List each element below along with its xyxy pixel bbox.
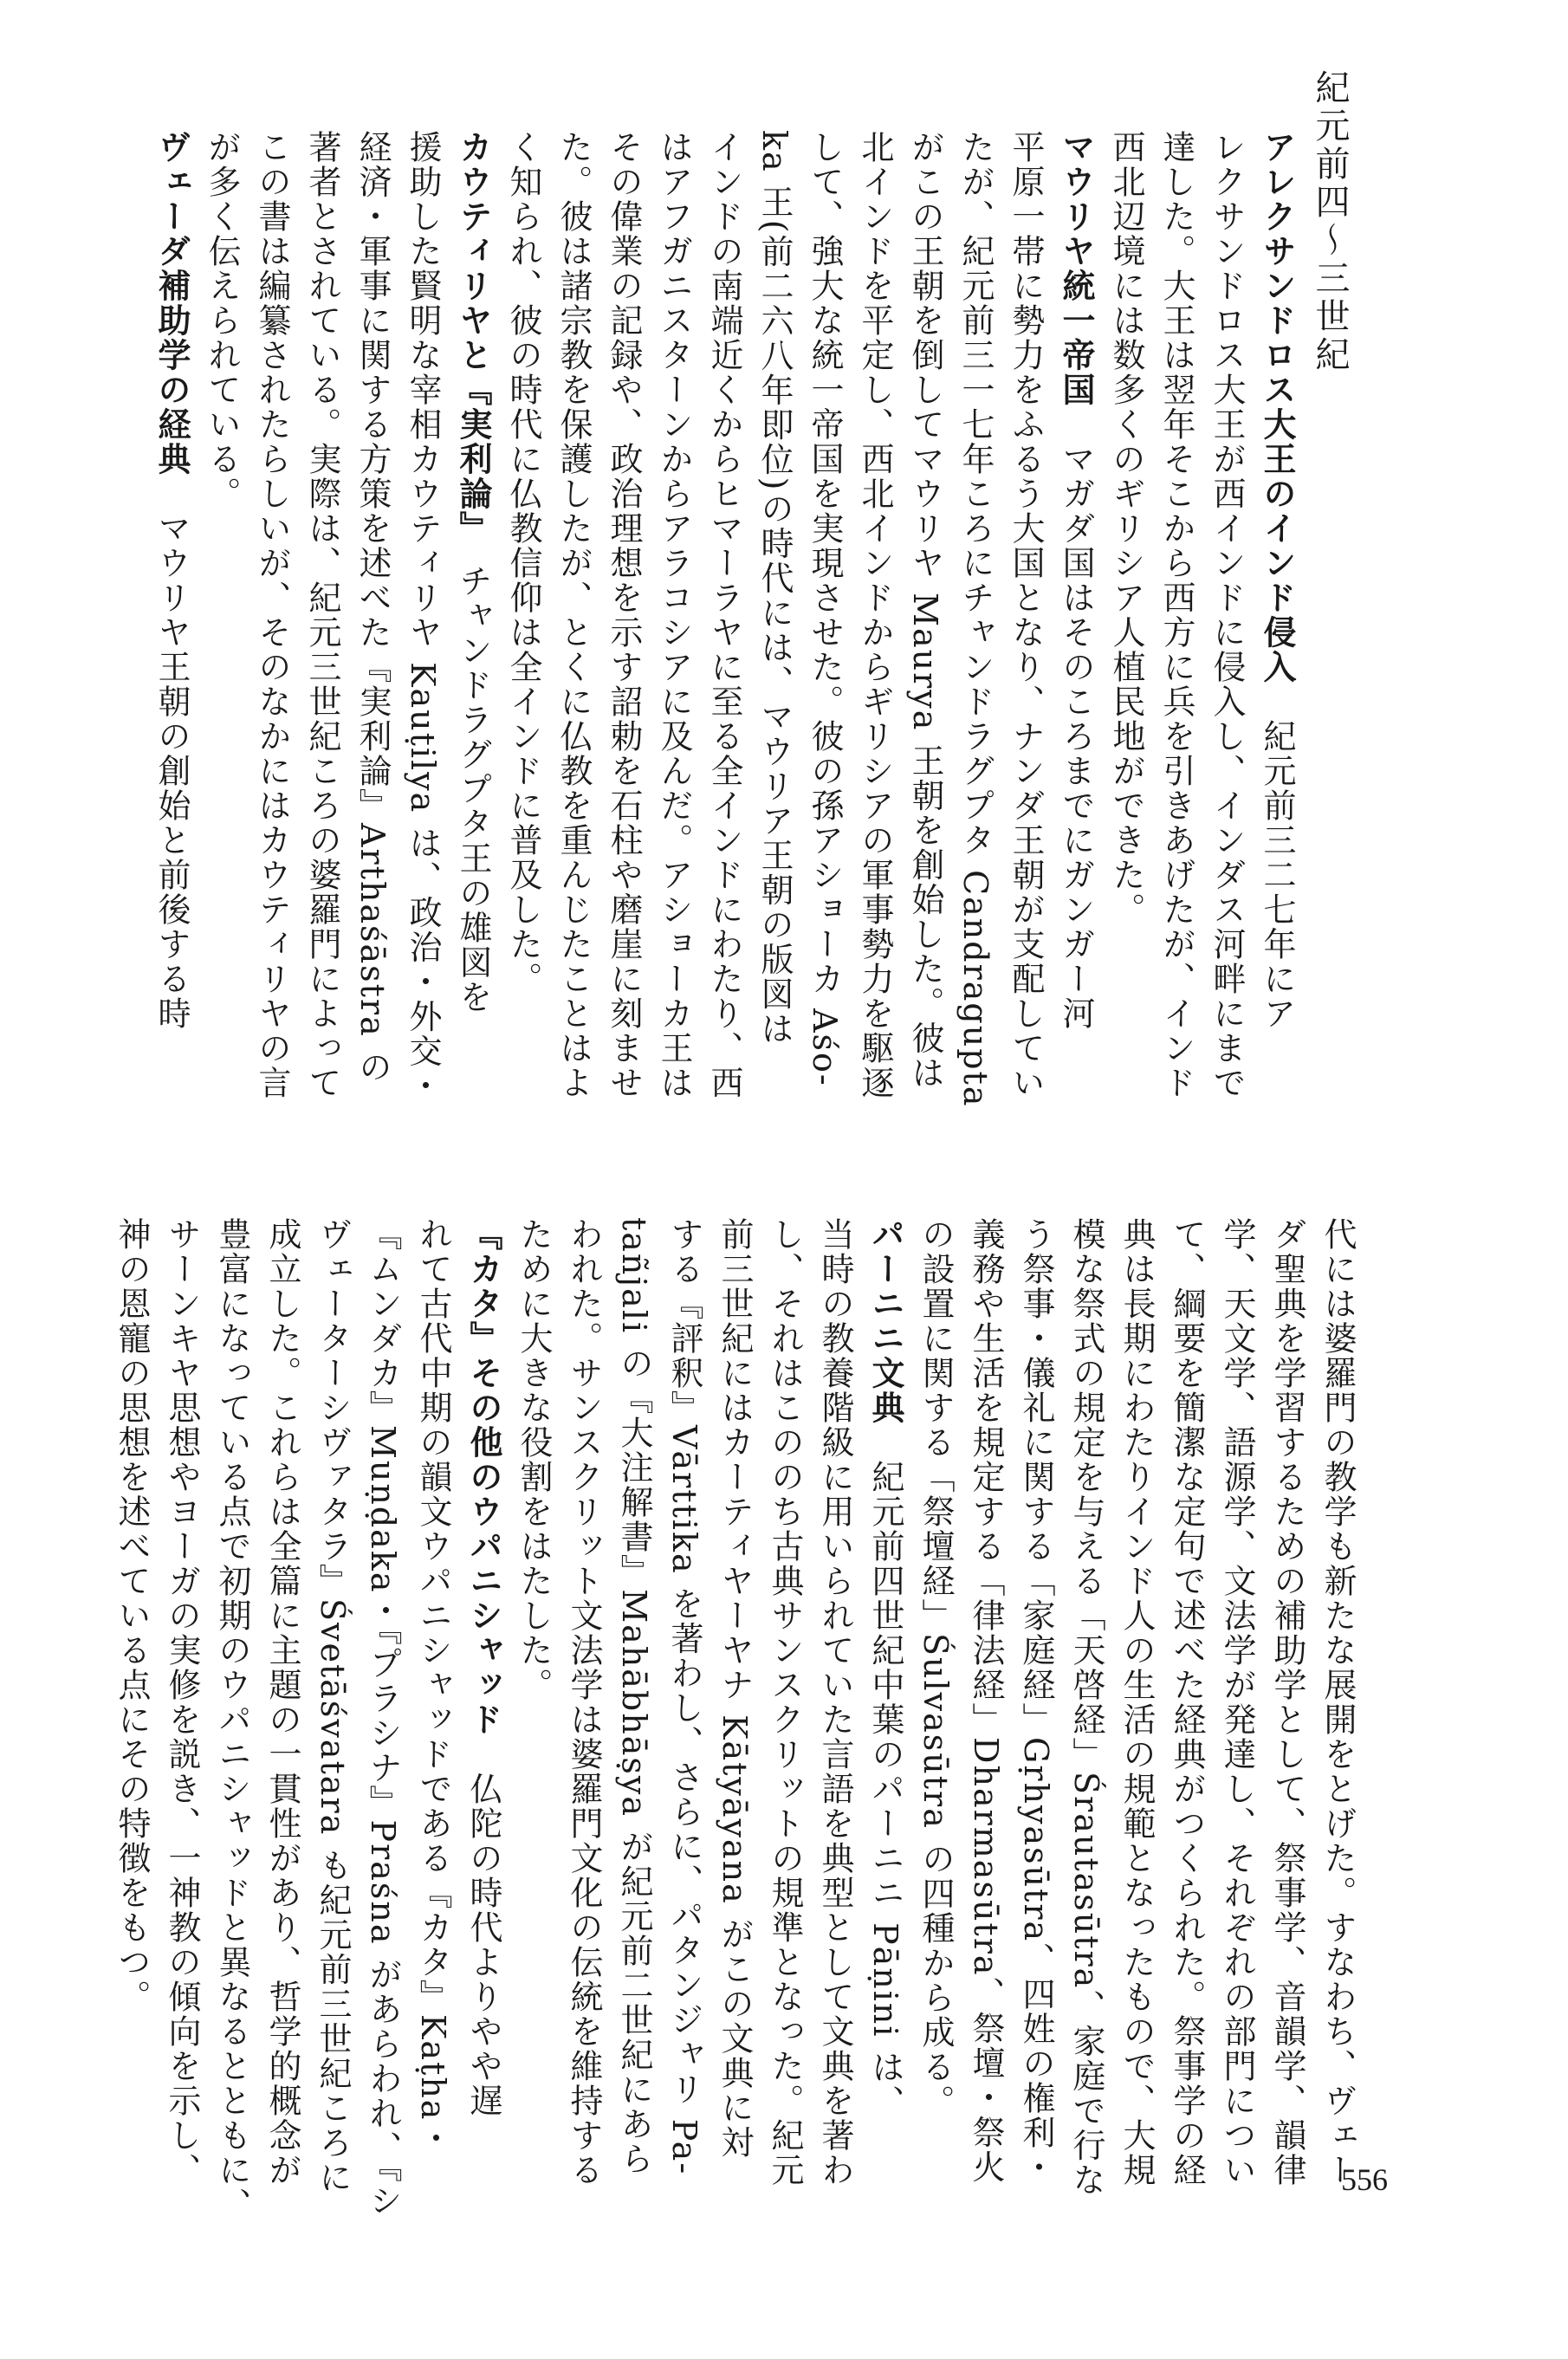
column-text: ために大きな役割をはたした。 <box>515 1217 553 1702</box>
section-title: 紀元前四〜三世紀 <box>1310 69 1350 374</box>
column-text: く知られ、彼の時代に仏教信仰は全インドに普及した。 <box>504 130 542 996</box>
text-column <box>1118 1217 1156 2187</box>
column-text: 当時の教養階級に用いられていた言語を典型として文典を著わ <box>816 1217 854 2187</box>
text-column <box>866 1217 904 2153</box>
text-column <box>152 130 191 1161</box>
page-number: 556 <box>1341 2162 1388 2197</box>
text-column <box>1319 1217 1357 2187</box>
text-column <box>163 1217 201 2187</box>
text-column <box>1168 1217 1206 2187</box>
text-column <box>515 1217 553 2153</box>
text-column <box>113 1217 151 2153</box>
column-text: tañjali の『大注解書』Mahābhāṣya が紀元前二世紀にあら <box>615 1217 653 2177</box>
column-text: 紀元前三二七年にア <box>1258 719 1296 1031</box>
text-column <box>1157 130 1195 1161</box>
column-text: がこの王朝を倒してマウリヤ Maurya 王朝を創始した。彼は <box>906 130 944 1091</box>
text-column <box>967 1217 1005 2185</box>
column-text: この書は編纂されたらしいが、そのなかにはカウティリヤの言 <box>253 130 291 1100</box>
column-text: 北インドを平定し、西北インドからギリシアの軍事勢力を駆逐 <box>856 130 894 1100</box>
column-text: う祭事・儀礼に関する「家庭経」Gṛhyasūtra、四姓の権利・ <box>1017 1217 1055 2186</box>
column-text: ka 王(前二六八年即位)の時代には、マウリア王朝の版図は <box>755 130 794 1047</box>
text-column <box>263 1217 301 2187</box>
column-text: その偉業の記録や、政治理想を示す詔勅を石柱や磨崖に刻ませ <box>605 130 643 1100</box>
column-text: する『評釈』Vārttika を著わし、さらに、パタンジャリ Pa- <box>665 1217 703 2176</box>
text-column <box>1017 1217 1055 2186</box>
column-text: れて古代中期の韻文ウパニシャッドである『カタ』Kaṭha・ <box>414 1217 452 2156</box>
text-column <box>917 1217 955 2153</box>
column-heading: マウリヤ統一帝国 <box>1057 130 1095 407</box>
text-column <box>716 1217 754 2160</box>
text-column <box>1067 1217 1105 2198</box>
text-column <box>906 130 944 1161</box>
column-text: 紀元前四世紀中葉のパーニニ Pāṇini は、 <box>866 1460 904 2120</box>
text-column <box>314 1217 352 2195</box>
column-text: ヴェーターシヴァタラ』Śvetāśvatara も紀元前三世紀ころに <box>314 1217 352 2195</box>
text-column <box>615 1217 653 2177</box>
column-text: われた。サンスクリット文法学は婆羅門文化の伝統を維持する <box>565 1217 603 2187</box>
column-text: ダ聖典を学習するための補助学として、祭事学、音韻学、韻律 <box>1268 1217 1306 2187</box>
text-column <box>1218 1217 1256 2187</box>
text-column <box>1268 1217 1306 2187</box>
column-text: 神の恩寵の思想を述べている点にその特徴をもつ。 <box>113 1217 151 2014</box>
column-text: マガダ国はそのころまでにガンガー河 <box>1057 442 1095 1031</box>
column-text: 典は長期にわたりインド人の生活の規範となったもので、大規 <box>1118 1217 1156 2187</box>
column-text: た。彼は諸宗教を保護したが、とくに仏教を重んじたことはよ <box>554 130 593 1100</box>
text-column <box>605 130 643 1161</box>
column-text: インドの南端近くからヒマーラヤに至る全インドにわたり、西 <box>705 130 743 1100</box>
column-text: マウリヤ王朝の創始と前後する時 <box>152 511 191 1031</box>
text-column <box>353 130 392 1161</box>
text-column <box>414 1217 452 2156</box>
column-text: 経済・軍事に関する方策を述べた『実利論』Arthaśāstra の <box>353 130 392 1085</box>
text-column <box>1057 130 1095 1161</box>
text-column <box>565 1217 603 2187</box>
column-text: て、綱要を簡潔な定句で述べた経典がつくられた。祭事学の経 <box>1168 1217 1206 2187</box>
text-column <box>766 1217 804 2187</box>
column-heading: ヴェーダ補助学の経典 <box>152 130 191 476</box>
text-column <box>213 1217 251 2222</box>
text-column <box>665 1217 703 2176</box>
column-text: が多く伝えられている。 <box>203 130 241 511</box>
text-column <box>755 130 794 1161</box>
column-text: 援助した賢明な宰相カウティリヤ Kauṭilya は、政治・外交・ <box>404 130 442 1104</box>
column-heading: アレクサンドロス大王のインド侵入 <box>1258 130 1296 684</box>
column-text: 代には婆羅門の教学も新たな展開をとげた。すなわち、ヴェー <box>1319 1217 1357 2187</box>
text-column <box>404 130 442 1161</box>
column-heading: 『カタ』その他のウパニシャッド <box>464 1217 502 1737</box>
text-column <box>454 130 492 1161</box>
text-column <box>1258 130 1296 1161</box>
text-column <box>253 130 291 1161</box>
text-column <box>1107 130 1145 1161</box>
column-text: 成立した。これらは全篇に主題の一貫性があり、哲学的概念が <box>263 1217 301 2187</box>
text-column <box>364 1217 402 2219</box>
text-column <box>303 130 341 1161</box>
text-column <box>655 130 693 1161</box>
text-column <box>464 1217 502 2153</box>
text-column <box>1007 130 1045 1161</box>
column-text: 『ムンダカ』Muṇḍaka・『プラシナ』Praśna があらわれ、『シ <box>364 1217 402 2219</box>
column-text: チャンドラグプタ王の雄図を <box>454 564 492 1014</box>
text-column <box>856 130 894 1161</box>
column-text: し、それはこののち古典サンスクリットの規準となった。紀元 <box>766 1217 804 2187</box>
column-heading: カウティリヤと『実利論』 <box>454 130 492 529</box>
column-text: 著者とされている。実際は、紀元三世紀ころの婆羅門によって <box>303 130 341 1100</box>
text-column <box>1208 130 1246 1161</box>
column-text: たが、紀元前三一七年ころにチャンドラグプタ Candragupta <box>956 130 995 1108</box>
column-text: 学、天文学、語源学、文法学が発達し、それぞれの部門につい <box>1218 1217 1256 2187</box>
column-text: 仏陀の時代よりやや遅 <box>464 1772 502 2118</box>
column-heading: パーニニ文典 <box>866 1217 904 1425</box>
column-text: 平原一帯に勢力をふるう大国となり、ナンダ王朝が支配してい <box>1007 130 1045 1100</box>
column-text: 前三世紀にはカーティヤーヤナ Kātyāyana がこの文典に対 <box>716 1217 754 2160</box>
text-column <box>956 130 995 1161</box>
text-column <box>705 130 743 1161</box>
column-text: 達した。大王は翌年そこから西方に兵を引きあげたが、インド <box>1157 130 1195 1100</box>
column-text: はアフガニスターンからアラコシアに及んだ。アショーカ王は <box>655 130 693 1100</box>
column-text: して、強大な統一帝国を実現させた。彼の孫アショーカ Aśo- <box>806 130 844 1087</box>
text-column <box>816 1217 854 2187</box>
column-text: レクサンドロス大王が西インドに侵入し、インダス河畔にまで <box>1208 130 1246 1100</box>
column-text: サーンキヤ思想やヨーガの実修を説き、一神教の傾向を示し、 <box>163 1217 201 2187</box>
text-column <box>504 130 542 1161</box>
column-text: 義務や生活を規定する「律法経」Dharmasūtra、祭壇・祭火 <box>967 1217 1005 2185</box>
column-text: 模な祭式の規定を与える「天啓経」Śrautasūtra、家庭で行な <box>1067 1217 1105 2198</box>
column-text: の設置に関する「祭壇経」Śulvasūtra の四種から成る。 <box>917 1217 955 2119</box>
text-column <box>203 130 241 1161</box>
text-column <box>806 130 844 1161</box>
column-text: 西北辺境には数多くのギリシア人植民地ができた。 <box>1107 130 1145 927</box>
column-text: 豊富になっている点で初期のウパニシャッドと異なるとともに、 <box>213 1217 251 2222</box>
text-column <box>554 130 593 1161</box>
